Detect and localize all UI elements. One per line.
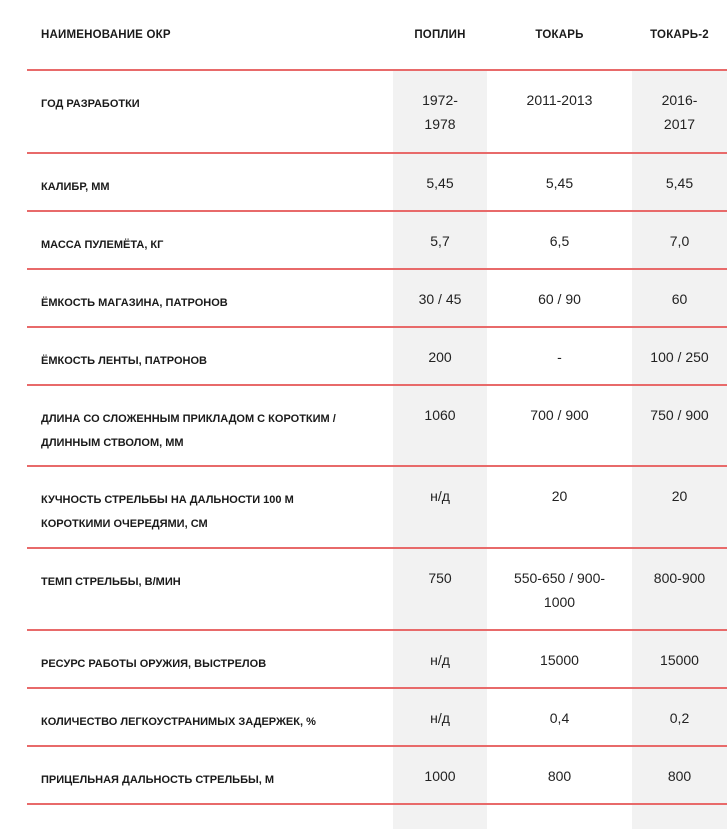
table-row [27,466,727,548]
table-row [27,746,727,804]
table-row [27,630,727,688]
row-name: ЁМКОСТЬ МАГАЗИНА, ПАТРОНОВ [27,269,393,327]
cell-col2: 6,5 [487,211,632,269]
cell-col2: 5,45 [487,153,632,211]
row-name: ЁМКОСТЬ ЛЕНТЫ, ПАТРОНОВ [27,327,393,385]
cell-col2: 20 [487,466,632,548]
cell-col1: н/д [393,630,487,688]
table-row [27,385,727,466]
cell-col3: 20 [632,466,727,548]
cell-col3: 60 [632,269,727,327]
cell-col3: 2016-2017 [632,70,727,153]
cell-col3: 5,45 [632,153,727,211]
cell-col1: 200 [393,327,487,385]
cell-col3: 800 [632,746,727,804]
row-name: КОЛИЧЕСТВО ЛЕГКОУСТРАНИМЫХ ЗАДЕРЖЕК, % [27,688,393,746]
cell-col3: 750 / 900 [632,385,727,466]
table-row [27,70,727,153]
cell-col2: - [487,327,632,385]
cell-col3: 800-900 [632,548,727,630]
row-name: РЕСУРС РАБОТЫ ОРУЖИЯ, ВЫСТРЕЛОВ [27,630,393,688]
table-row [27,153,727,211]
header-col2: ТОКАРЬ [487,0,632,70]
table-row [27,688,727,746]
table-row [27,211,727,269]
cell-col1: 30 / 45 [393,269,487,327]
cell-col2: 15000 [487,630,632,688]
cell-col3: 15000 [632,630,727,688]
cell-col3: 100 / 250 [632,327,727,385]
cell-col2: 800 [487,746,632,804]
row-name: КУЧНОСТЬ СТРЕЛЬБЫ НА ДАЛЬНОСТИ 100 М КОРОТКИМИ ОЧЕРЕДЯМИ, СМ [27,466,393,548]
row-name: КАЛИБР, ММ [27,153,393,211]
cell-col2: 60 / 90 [487,269,632,327]
header-name: НАИМЕНОВАНИЕ ОКР [27,0,393,70]
row-name: МАССА ПУЛЕМЁТА, КГ [27,211,393,269]
cell-col2: 2011-2013 [487,70,632,153]
header-col3: ТОКАРЬ-2 [632,0,727,70]
cell-col1: 1972-1978 [393,70,487,153]
cell-col1: 5,45 [393,153,487,211]
row-name: ДЛИНА СО СЛОЖЕННЫМ ПРИКЛАДОМ С КОРОТКИМ / ДЛИННЫМ СТВОЛОМ, ММ [27,385,393,466]
comparison-table-wrapper [27,0,727,839]
table-row [27,548,727,630]
table-header-row [27,0,727,70]
cell-col2: 550-650 / 900-1000 [487,548,632,630]
cell-col1: 1060 [393,385,487,466]
table-row [27,327,727,385]
cell-col1: 5,7 [393,211,487,269]
comparison-table [27,0,727,805]
cell-col3: 0,2 [632,688,727,746]
cell-col2: 0,4 [487,688,632,746]
cell-col1: н/д [393,466,487,548]
cell-col3: 7,0 [632,211,727,269]
cell-col1: н/д [393,688,487,746]
row-name: ГОД РАЗРАБОТКИ [27,70,393,153]
cell-col1: 750 [393,548,487,630]
row-name: ПРИЦЕЛЬНАЯ ДАЛЬНОСТЬ СТРЕЛЬБЫ, М [27,746,393,804]
row-name: ТЕМП СТРЕЛЬБЫ, В/МИН [27,548,393,630]
cell-col1: 1000 [393,746,487,804]
cell-col2: 700 / 900 [487,385,632,466]
table-row [27,269,727,327]
header-col1: ПОПЛИН [393,0,487,70]
